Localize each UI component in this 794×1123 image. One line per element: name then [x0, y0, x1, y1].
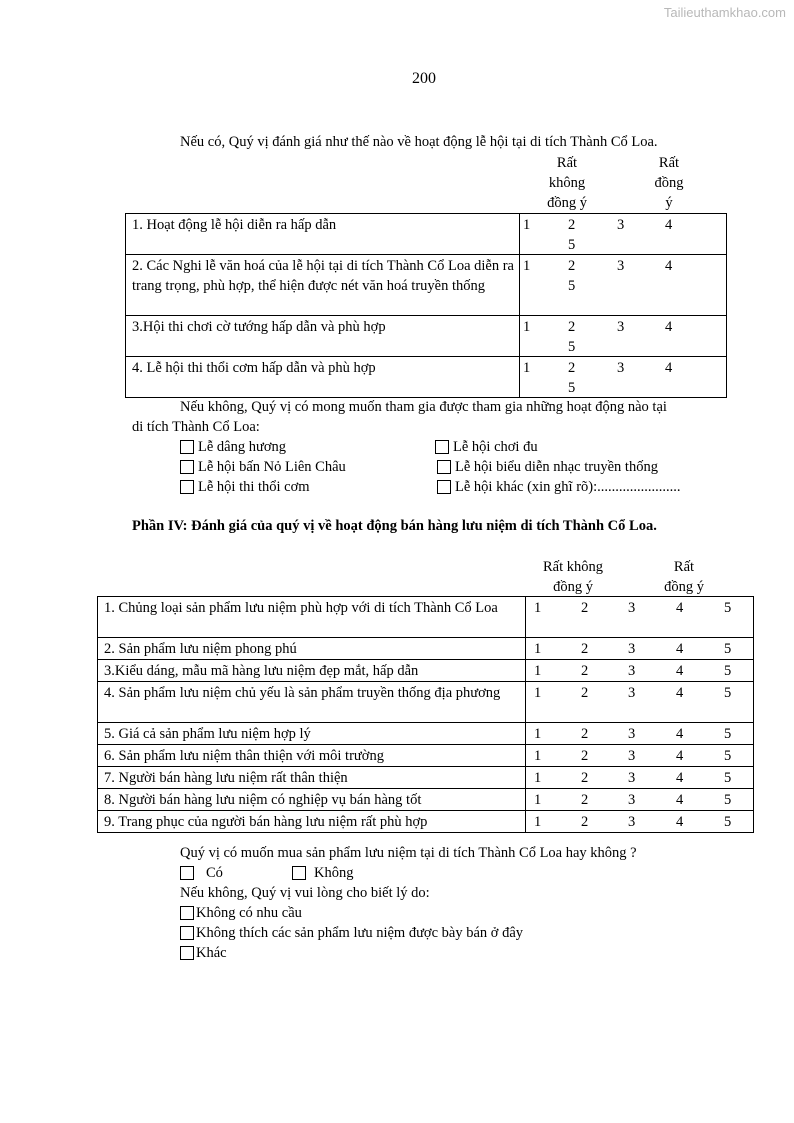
score-3[interactable]: 3 — [628, 685, 636, 701]
reason-option-3[interactable]: Khác — [180, 943, 227, 963]
criterion-text: 7. Người bán hàng lưu niệm rất thân thiện — [98, 767, 526, 789]
section4-scale-high: Rất đồng ý — [664, 559, 704, 595]
checkbox[interactable] — [180, 480, 194, 494]
score-4[interactable]: 4 — [676, 726, 684, 742]
score-3[interactable]: 3 — [628, 726, 636, 742]
score-cell — [526, 682, 754, 723]
score-1[interactable]: 1 — [523, 319, 531, 335]
option-right-3[interactable]: Lễ hội khác (xin ghĩ rõ):....................... — [437, 477, 681, 497]
score-cell — [526, 811, 754, 833]
score-1[interactable]: 1 — [534, 814, 542, 830]
score-2[interactable]: 2 — [581, 770, 589, 786]
score-5[interactable]: 5 — [724, 814, 732, 830]
table-row — [98, 597, 754, 638]
score-3[interactable]: 3 — [617, 217, 625, 233]
criterion-text: 1. Chủng loại sản phẩm lưu niệm phù hợp với di tích Thành Cổ Loa — [98, 597, 526, 638]
checkbox[interactable] — [180, 866, 194, 880]
checkbox[interactable] — [437, 480, 451, 494]
score-cell — [526, 660, 754, 682]
score-3[interactable]: 3 — [628, 792, 636, 808]
score-5[interactable]: 5 — [724, 792, 732, 808]
table-row — [98, 638, 754, 660]
score-cell — [520, 214, 727, 255]
criterion-text: 5. Giá cả sản phẩm lưu niệm hợp lý — [98, 723, 526, 745]
checkbox[interactable] — [180, 946, 194, 960]
option-left-2[interactable]: Lễ hội bấn Nỏ Liên Châu — [180, 457, 346, 477]
score-5[interactable]: 5 — [724, 726, 732, 742]
score-2[interactable]: 2 — [568, 319, 576, 335]
score-1[interactable]: 1 — [534, 663, 542, 679]
score-2[interactable]: 2 — [581, 726, 589, 742]
souvenir-rating-table — [97, 596, 754, 833]
criterion-text: 3.Kiểu dáng, mẫu mã hàng lưu niệm đẹp mắt, hấp dẫn — [98, 660, 526, 682]
table-row — [126, 214, 727, 255]
section3-intro: Nếu có, Quý vị đánh giá như thế nào về hoạt động lễ hội tại di tích Thành Cổ Loa. — [180, 134, 658, 150]
score-4[interactable]: 4 — [676, 663, 684, 679]
checkbox[interactable] — [435, 440, 449, 454]
score-2[interactable]: 2 — [568, 258, 576, 274]
score-3[interactable]: 3 — [617, 258, 625, 274]
score-4[interactable]: 4 — [676, 814, 684, 830]
table-row — [98, 660, 754, 682]
table-row — [126, 255, 727, 316]
score-2[interactable]: 2 — [581, 663, 589, 679]
score-3[interactable]: 3 — [628, 814, 636, 830]
score-cell — [526, 597, 754, 638]
score-5[interactable]: 5 — [568, 278, 576, 294]
buy-question: Quý vị có muốn mua sản phẩm lưu niệm tại di tích Thành Cổ Loa hay không ? — [180, 845, 637, 861]
score-cell — [526, 638, 754, 660]
score-4[interactable]: 4 — [676, 792, 684, 808]
score-4[interactable]: 4 — [676, 600, 684, 616]
score-2[interactable]: 2 — [568, 360, 576, 376]
table-row — [126, 316, 727, 357]
score-5[interactable]: 5 — [568, 237, 576, 253]
reason-option-1[interactable]: Không có nhu cầu — [180, 903, 302, 923]
watermark: Tailieuthamkhao.com — [663, 5, 786, 20]
score-2[interactable]: 2 — [568, 217, 576, 233]
checkbox[interactable] — [180, 926, 194, 940]
score-4[interactable]: 4 — [676, 641, 684, 657]
option-yes[interactable]: Có — [180, 863, 223, 883]
section3-scale-high: Rất đồng ý — [654, 155, 684, 211]
criterion-text: 4. Lễ hội thi thổi cơm hấp dẫn và phù hợp — [126, 357, 520, 398]
score-cell — [526, 789, 754, 811]
score-cell — [526, 745, 754, 767]
criterion-text: 8. Người bán hàng lưu niệm có nghiệp vụ bán hàng tốt — [98, 789, 526, 811]
score-5[interactable]: 5 — [568, 380, 576, 396]
reason-option-2[interactable]: Không thích các sản phẩm lưu niệm được bày bán ở đây — [180, 923, 523, 943]
score-5[interactable]: 5 — [724, 770, 732, 786]
score-3[interactable]: 3 — [617, 319, 625, 335]
score-cell — [526, 723, 754, 745]
score-3[interactable]: 3 — [617, 360, 625, 376]
section4-scale-low: Rất không đồng ý — [542, 559, 603, 595]
criterion-text: 2. Các Nghi lễ văn hoá của lễ hội tại di tích Thành Cổ Loa diễn ra trang trọng, phù hợp, thể hiện được nét văn hoá truyền thống — [126, 255, 520, 316]
section3-scale-low: Rất không đồng ý — [547, 155, 587, 211]
score-1[interactable]: 1 — [534, 770, 542, 786]
score-1[interactable]: 1 — [534, 600, 542, 616]
section4-title: Phần IV: Đánh giá của quý vị về hoạt động bán hàng lưu niệm di tích Thành Cổ Loa. — [132, 518, 657, 534]
criterion-text: 1. Hoạt động lễ hội diễn ra hấp dẫn — [126, 214, 520, 255]
table-row — [98, 767, 754, 789]
score-2[interactable]: 2 — [581, 792, 589, 808]
score-3[interactable]: 3 — [628, 641, 636, 657]
score-1[interactable]: 1 — [534, 792, 542, 808]
score-5[interactable]: 5 — [724, 748, 732, 764]
score-4[interactable]: 4 — [665, 217, 673, 233]
score-3[interactable]: 3 — [628, 748, 636, 764]
criterion-text: 4. Sản phẩm lưu niệm chủ yếu là sản phẩm truyền thống địa phương — [98, 682, 526, 723]
table-row — [98, 789, 754, 811]
score-5[interactable]: 5 — [724, 685, 732, 701]
option-left-3[interactable]: Lễ hội thi thổi cơm — [180, 477, 310, 497]
score-5[interactable]: 5 — [724, 600, 732, 616]
criterion-text: 9. Trang phục của người bán hàng lưu niệm rất phù hợp — [98, 811, 526, 833]
score-1[interactable]: 1 — [523, 360, 531, 376]
score-5[interactable]: 5 — [724, 663, 732, 679]
score-2[interactable]: 2 — [581, 748, 589, 764]
checkbox[interactable] — [180, 460, 194, 474]
criterion-text: 3.Hội thi chơi cờ tướng hấp dẫn và phù hợp — [126, 316, 520, 357]
option-right-1[interactable]: Lễ hội chơi đu — [435, 437, 538, 457]
criterion-text: 2. Sản phẩm lưu niệm phong phú — [98, 638, 526, 660]
score-cell — [520, 255, 727, 316]
score-1[interactable]: 1 — [523, 217, 531, 233]
score-4[interactable]: 4 — [665, 319, 673, 335]
score-1[interactable]: 1 — [534, 726, 542, 742]
checkbox[interactable] — [180, 906, 194, 920]
score-4[interactable]: 4 — [676, 770, 684, 786]
followup-line-1: Nếu không, Quý vị có mong muốn tham gia được tham gia những hoạt động nào tại — [180, 399, 667, 415]
table-row — [98, 723, 754, 745]
festival-rating-table — [125, 213, 727, 398]
criterion-text: 6. Sản phẩm lưu niệm thân thiện với môi trường — [98, 745, 526, 767]
score-1[interactable]: 1 — [534, 685, 542, 701]
score-2[interactable]: 2 — [581, 814, 589, 830]
score-1[interactable]: 1 — [534, 641, 542, 657]
reason-prompt: Nếu không, Quý vị vui lòng cho biết lý do: — [180, 885, 430, 901]
score-3[interactable]: 3 — [628, 600, 636, 616]
score-3[interactable]: 3 — [628, 770, 636, 786]
checkbox[interactable] — [292, 866, 306, 880]
table-row — [126, 357, 727, 398]
checkbox[interactable] — [437, 460, 451, 474]
option-left-1[interactable]: Lễ dâng hương — [180, 437, 286, 457]
score-1[interactable]: 1 — [523, 258, 531, 274]
table-row — [98, 682, 754, 723]
table-row — [98, 745, 754, 767]
score-4[interactable]: 4 — [676, 685, 684, 701]
score-2[interactable]: 2 — [581, 641, 589, 657]
score-cell — [520, 316, 727, 357]
score-3[interactable]: 3 — [628, 663, 636, 679]
score-cell — [526, 767, 754, 789]
score-5[interactable]: 5 — [568, 339, 576, 355]
score-cell — [520, 357, 727, 398]
score-1[interactable]: 1 — [534, 748, 542, 764]
score-4[interactable]: 4 — [676, 748, 684, 764]
option-right-2[interactable]: Lễ hội biểu diễn nhạc truyền thống — [437, 457, 658, 477]
score-5[interactable]: 5 — [724, 641, 732, 657]
score-2[interactable]: 2 — [581, 685, 589, 701]
checkbox[interactable] — [180, 440, 194, 454]
score-2[interactable]: 2 — [581, 600, 589, 616]
page-number: 200 — [412, 70, 436, 87]
score-4[interactable]: 4 — [665, 258, 673, 274]
option-no[interactable]: Không — [292, 863, 353, 883]
score-4[interactable]: 4 — [665, 360, 673, 376]
table-row — [98, 811, 754, 833]
followup-line-2: di tích Thành Cổ Loa: — [132, 419, 260, 435]
